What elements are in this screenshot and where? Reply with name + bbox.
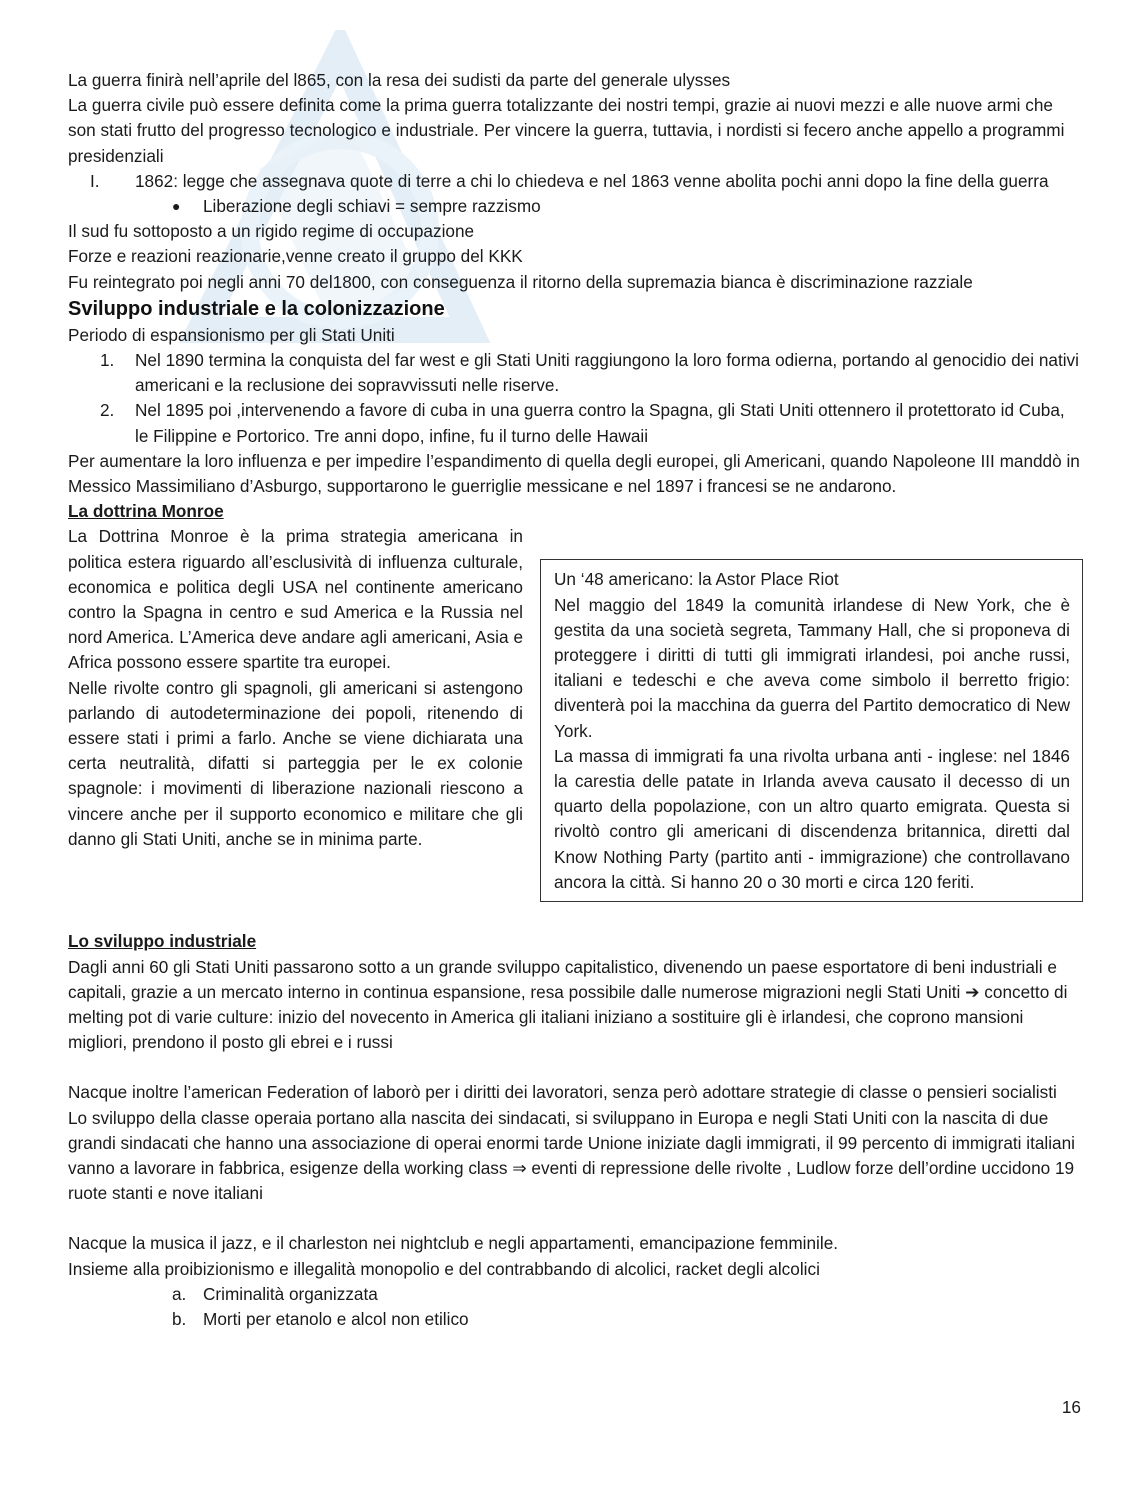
text-line: Fu reintegrato poi negli anni 70 del1800, con conseguenza il ritorno della supremazia bianca è discriminazione razziale	[68, 271, 973, 292]
list-item-text: Criminalità organizzata	[203, 1283, 378, 1304]
section-title: Sviluppo industriale e la colonizzazione	[68, 297, 445, 320]
industrial-paragraph-4: Insieme alla proibizionismo e illegalità monopolio e del contrabbando di alcolici, racket degli alcolici	[68, 1258, 820, 1279]
page-number: 16	[1061, 1397, 1081, 1417]
list-marker: b.	[172, 1309, 187, 1330]
bullet-list-item	[68, 194, 1080, 219]
industrial-paragraph-3: Nacque la musica il jazz, e il charleston nei nightclub e negli appartamenti, emancipazione femminile.	[68, 1233, 839, 1254]
document-page	[68, 68, 1080, 1332]
text-line: Forze e reazioni reazionarie,venne creato il gruppo del KKK	[68, 246, 523, 267]
monroe-paragraph-1: La Dottrina Monroe è la prima strategia americana in politica estera riguardo all’esclusività di influenza culturale, economica e politica degli USA nel continente americano contro la Spagna in centro e sud America e la Russia nel nord America. L’America deve andare agli americani, Asia e Africa possono essere spartite tra europei.	[68, 526, 523, 673]
monroe-paragraph-2: Nelle rivolte contro gli spagnoli, gli americani si astengono parlando di autodeterminazione dei popoli, ritenendo di essere stati i primi a farlo. Anche se viene dichiarata una certa neutralità, difatti si parteggia per le ex colonie spagnole: i movimenti di liberazione nazionali riescono a vincere anche per il supporto economico e militare che gli danno gli Stati Uniti, anche se in minima parte.	[68, 677, 523, 849]
box-title: Un ‘48 americano: la Astor Place Riot	[554, 569, 839, 590]
box-paragraph-2: La massa di immigrati fa una rivolta urbana anti - inglese: nel 1846 la carestia delle patate in Irlanda aveva causato il decesso di un quarto della popolazione, con un altro quarto emigrata. Questa si rivoltò contro gli americani di discendenza britannica, diretti dal Know Nothing Party (partito anti - immigrazione) che controllavano ancora la città. Si hanno 20 o 30 morti e circa 120 feriti.	[554, 745, 1070, 892]
list-item-text: 1862: legge che assegnava quote di terre a chi lo chiedeva e nel 1863 venne abolita pochi anni dopo la fine della guerra	[135, 170, 1049, 191]
list-item-text: Morti per etanolo e alcol non etilico	[203, 1309, 469, 1330]
monroe-heading: La dottrina Monroe	[68, 501, 224, 522]
arrow-right-icon: ➔	[965, 981, 980, 1002]
sidebar-box	[540, 559, 1083, 902]
industrial-paragraph-2: Nacque inoltre l’american Federation of laborò per i diritti dei lavoratori, senza però adottare strategie di classe o pensieri socialisti Lo sviluppo della classe operaia portano alla nascita dei sindacati, si sviluppano in Europa e negli Stati Uniti con la nascita di due grandi sindacati che hanno una associazione di operai enormi tarde Unione iniziate dagli immigrati, il 99 percento di immigrati italiani vanno a lavorare in fabbrica, esigenze della working class ⇒ eventi di repressione delle rivolte , Ludlow forze dell’ordine uccidono 19 ruote stanti e nove italiani	[68, 1082, 1075, 1204]
box-paragraph-1: Nel maggio del 1849 la comunità irlandese di New York, che è gestita da una società segreta, Tammany Hall, che si proponeva di proteggere i diritti di tutti gli immigrati irlandesi, poi anche russi, italiani e tedeschi e che aveva come simbolo il berretto frigio: diventerà poi la macchina da guerra del Partito democratico di New York.	[554, 594, 1070, 741]
numbered-list-item	[68, 398, 1080, 448]
intro-paragraph-2: La guerra civile può essere definita come la prima guerra totalizzante dei nostri tempi, grazie ai nuovi mezzi e alle nuove armi che son stati frutto del progresso tecnologico e industriale. Per vincere la guerra, tuttavia, i nordisti si fecero anche appello a programmi presidenziali	[68, 95, 1065, 166]
bullet-icon: ●	[172, 198, 181, 215]
industrial-paragraph-1	[68, 955, 1080, 1056]
numbered-list-item	[68, 348, 1080, 398]
list-item-text: Nel 1895 poi ,intervenendo a favore di cuba in una guerra contro la Spagna, gli Stati Uniti ottennero il protettorato id Cuba, le Filippine e Portorico. Tre anni dopo, infine, fu il turno delle Hawaii	[135, 400, 1065, 446]
list-marker: 1.	[100, 350, 115, 371]
list-item-text: Liberazione degli schiavi = sempre razzismo	[203, 196, 541, 217]
text-line: Il sud fu sottoposto a un rigido regime di occupazione	[68, 221, 475, 242]
paragraph-text: Dagli anni 60 gli Stati Uniti passarono sotto a un grande sviluppo capitalistico, divenendo un paese esportatore di beni industriali e capitali, grazie a un mercato interno in continua espansione, resa possibile dalle numerose migrazioni negli Stati Uniti	[68, 956, 1057, 1002]
list-item-text: Nel 1890 termina la conquista del far west e gli Stati Uniti raggiungono la loro forma odierna, portando al genocidio dei nativi americani e la reclusione dei sopravvissuti nelle riserve.	[135, 350, 1079, 396]
intro-line-1: La guerra finirà nell’aprile del l865, con la resa dei sudisti da parte del generale ulysses	[68, 70, 731, 90]
list-marker: a.	[172, 1283, 187, 1304]
list-marker: I.	[90, 170, 100, 191]
alpha-list-item	[68, 1282, 1080, 1307]
alpha-list-item	[68, 1307, 1080, 1332]
monroe-column	[68, 524, 523, 852]
section-intro: Periodo di espansionismo per gli Stati Uniti	[68, 324, 395, 345]
industrial-heading: Lo sviluppo industriale	[68, 931, 257, 952]
roman-list-item	[68, 169, 1080, 194]
list-marker: 2.	[100, 400, 115, 421]
paragraph-text: concetto di melting pot di varie culture: inizio del novecento in America gli italiani iniziano a sostituire gli è irlandesi, che coprono mansioni migliori, prendono il posto gli ebrei e i russi	[68, 981, 1068, 1053]
influence-paragraph: Per aumentare la loro influenza e per impedire l’espandimento di quella degli europei, gli Americani, quando Napoleone III manddò in Messico Massimiliano d’Asburgo, supportarono le guerriglie messicane e nel 1897 i francesi se ne andarono.	[68, 450, 1080, 497]
two-column-section	[68, 524, 1080, 929]
